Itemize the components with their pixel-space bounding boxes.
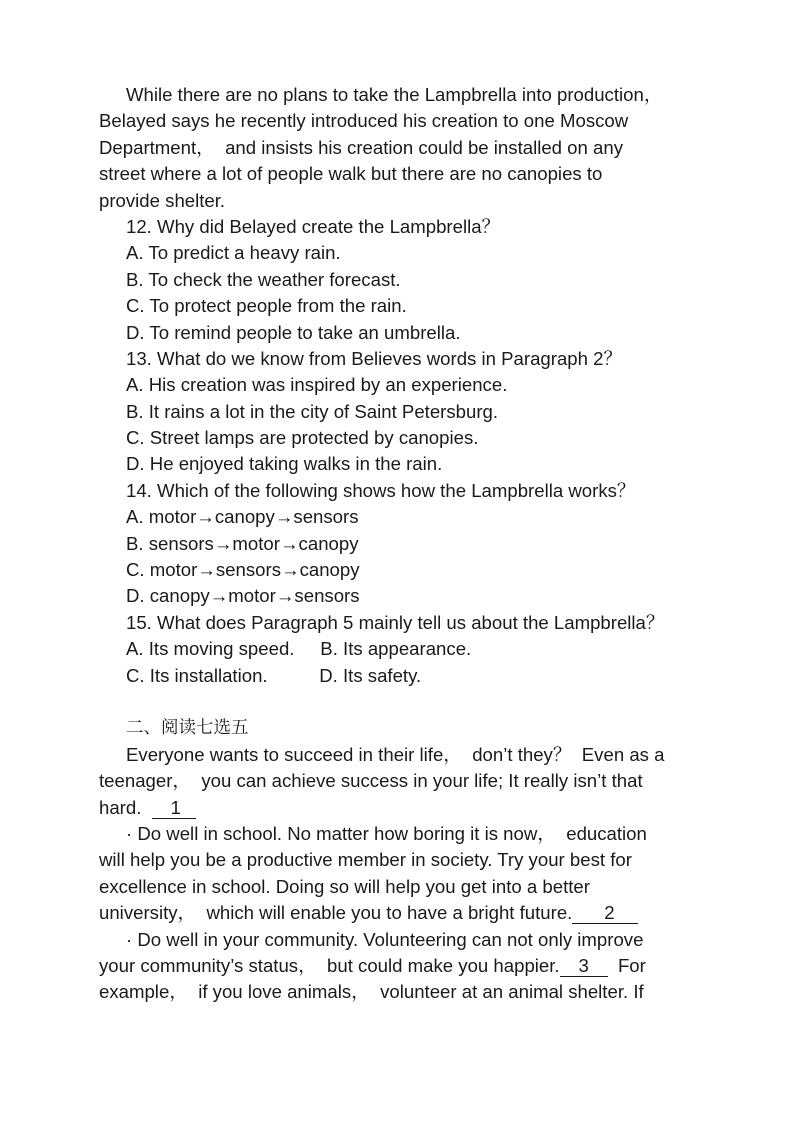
answer-option: D. He enjoyed taking walks in the rain.: [126, 453, 443, 475]
question-13: [99, 346, 699, 478]
question-stem: 14. Which of the following shows how the Lampbrella works？: [126, 479, 636, 501]
paragraph-line: Everyone wants to succeed in their life， don’t they？ Even as a: [126, 743, 665, 765]
paragraph-line: [99, 900, 699, 926]
paragraph-line: [99, 953, 699, 979]
paragraph-line: will help you be a productive member in society. Try your best for: [99, 849, 632, 871]
intro-paragraph: [99, 742, 699, 821]
paragraph-line: · Do well in your community. Volunteering can not only improve: [126, 928, 644, 950]
question-stem: 12. Why did Belayed create the Lampbrella？: [126, 215, 501, 237]
answer-option: D. To remind people to take an umbrella.: [126, 321, 461, 343]
paragraph-text: For: [607, 954, 646, 976]
question-stem: 13. What do we know from Believes words in Paragraph 2？: [126, 347, 623, 369]
answer-option: B. To check the weather forecast.: [126, 268, 401, 290]
paragraph-line: · Do well in school. No matter how boring it is now， education: [126, 822, 647, 844]
paragraph-line: While there are no plans to take the Lampbrella into production，: [126, 84, 663, 105]
paragraph-line: [99, 795, 699, 821]
answer-option: C. To protect people from the rain.: [126, 295, 407, 317]
paragraph-text: university， which will enable you to have a bright future.: [99, 902, 573, 924]
answer-option-row: A. Its moving speed. B. Its appearance.: [126, 638, 472, 660]
question-stem: 15. What does Paragraph 5 mainly tell us about the Lampbrella？: [126, 611, 665, 633]
paragraph-text: your community’s status， but could make you happier.: [99, 954, 560, 976]
answer-blank-1[interactable]: 1: [152, 798, 196, 819]
answer-option: B. sensors→motor→canopy: [126, 532, 359, 554]
answer-option: C. Street lamps are protected by canopies.: [126, 427, 479, 449]
paragraph-line: example， if you love animals， volunteer at an animal shelter. If: [99, 981, 644, 1003]
school-paragraph: [99, 821, 699, 927]
question-15: [99, 610, 699, 689]
passage-paragraph: [99, 82, 699, 214]
answer-option: C. motor→sensors→canopy: [126, 559, 360, 581]
answer-blank-3[interactable]: 3: [560, 956, 608, 977]
paragraph-text: hard.: [99, 796, 152, 818]
community-paragraph: [99, 927, 699, 1006]
answer-option: D. canopy→motor→sensors: [126, 585, 360, 607]
answer-option-row: C. Its installation. D. Its safety.: [126, 664, 422, 686]
paragraph-line: provide shelter.: [99, 189, 226, 211]
answer-option: B. It rains a lot in the city of Saint Petersburg.: [126, 400, 499, 422]
question-12: [99, 214, 699, 346]
paragraph-line: teenager， you can achieve success in your life; It really isn’t that: [99, 770, 643, 792]
section-spacer: [99, 689, 699, 715]
section-heading: 二、阅读七选五: [126, 718, 249, 739]
document-page: [99, 82, 699, 1006]
answer-option: A. His creation was inspired by an experience.: [126, 374, 508, 396]
paragraph-line: Department， and insists his creation could be installed on any: [99, 136, 624, 158]
answer-option: A. To predict a heavy rain.: [126, 242, 341, 264]
question-14: [99, 478, 699, 610]
answer-option: A. motor→canopy→sensors: [126, 506, 359, 528]
paragraph-line: excellence in school. Doing so will help you get into a better: [99, 875, 590, 897]
paragraph-line: street where a lot of people walk but there are no canopies to: [99, 163, 603, 185]
answer-blank-2[interactable]: 2: [572, 903, 638, 924]
paragraph-line: Belayed says he recently introduced his creation to one Moscow: [99, 110, 629, 132]
